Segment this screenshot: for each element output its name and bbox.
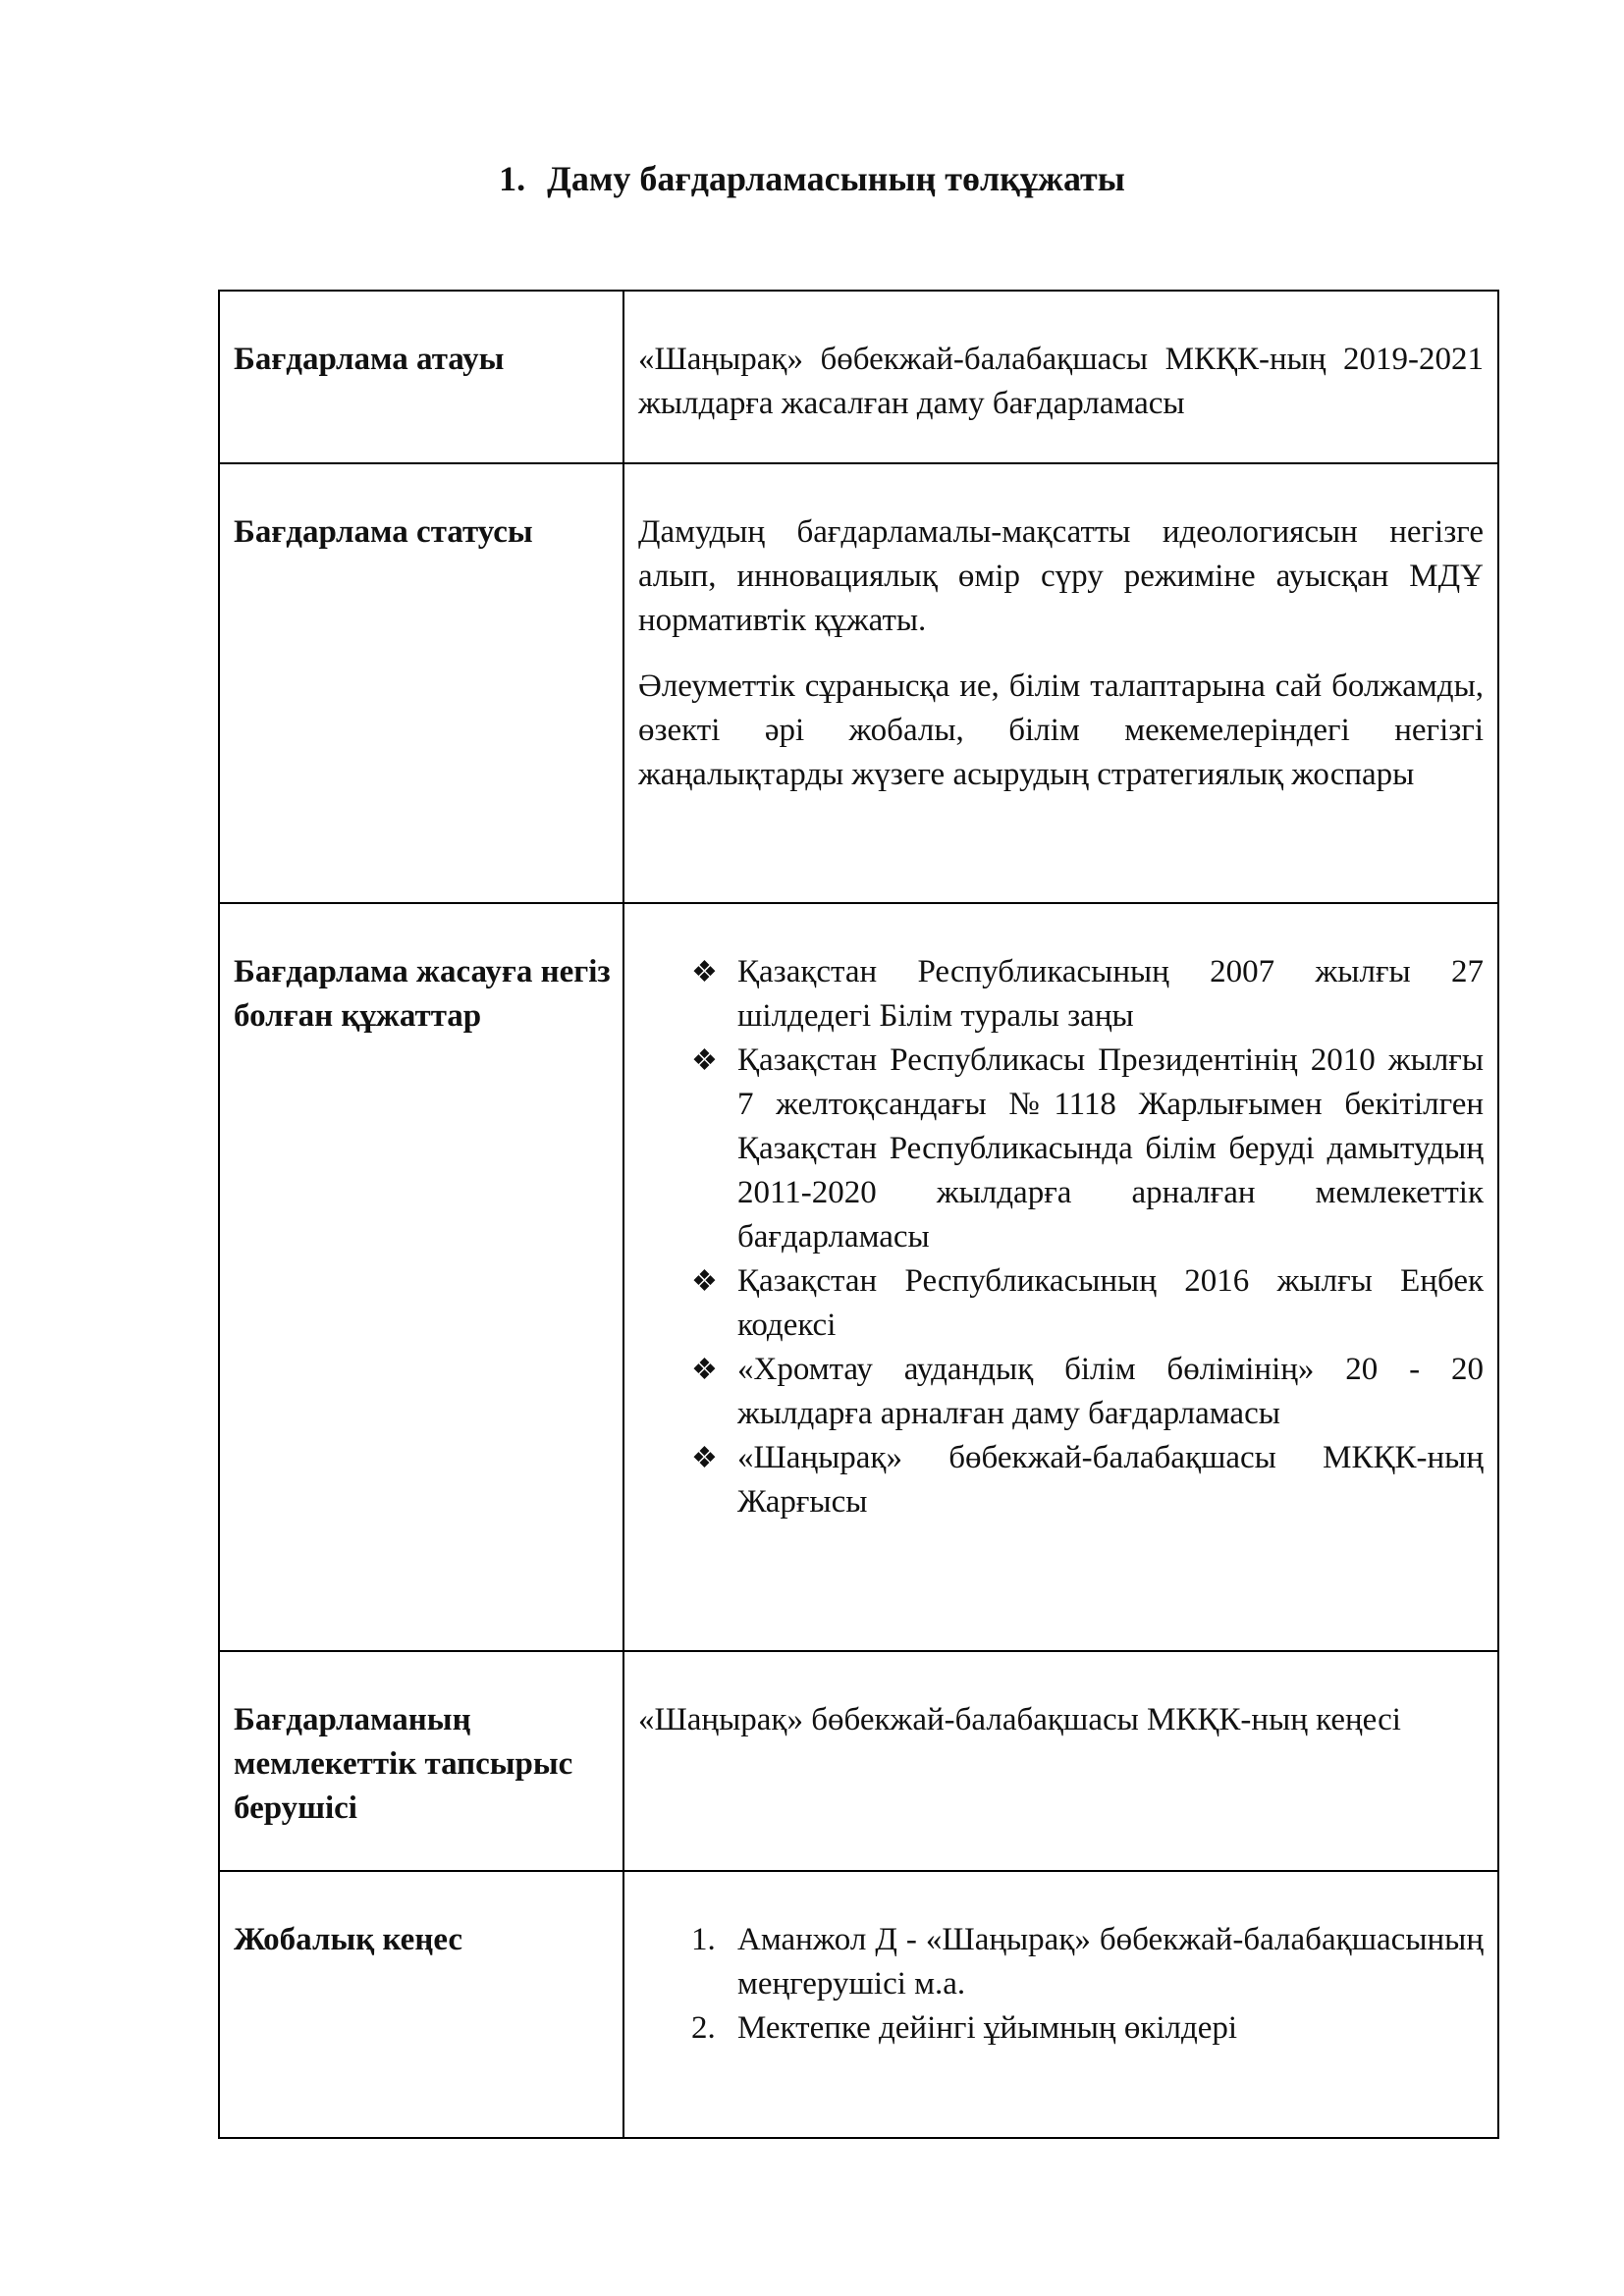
table-row: [219, 463, 1498, 903]
list-number: 2.: [691, 2010, 716, 2046]
list-item-text: Мектепке дейінгі ұйымның өкілдері: [737, 2010, 1238, 2046]
documents-list: [624, 904, 1497, 1524]
list-item: [624, 1436, 1484, 1524]
list-item-text: «Шаңырақ» бөбекжай-балабақшасы МКҚК-ның Жарғысы: [737, 1440, 1484, 1520]
row-label: Бағдарлама статусы: [234, 514, 533, 550]
list-item-text: Қазақстан Республикасының 2007 жылғы 27 шілдедегі Білім туралы заңы: [737, 954, 1484, 1034]
status-paragraph: Дамудың бағдарламалы-мақсатты идеологиясын негізге алып, инновациялық өмір сүру режиміне ауысқан МДҰ нормативтік құжаты.: [638, 514, 1484, 638]
list-item-text: Аманжол Д - «Шаңырақ» бөбекжай-балабақшасының меңгерушісі м.а.: [737, 1922, 1484, 2002]
list-item-text: Қазақстан Республикасы Президентінің 2010 жылғы 7 желтоқсандағы №1118 Жарлығымен бекітілген Қазақстан Республикасында білім беруді дамытудың 2011-2020 жылдарға арналған мемлекеттік бағдарламасы: [737, 1042, 1484, 1255]
table-row: [219, 1651, 1498, 1871]
row-label: Бағдарлама атауы: [234, 342, 505, 377]
list-item: [624, 2006, 1484, 2051]
list-item-text: «Хромтау аудандық білім бөлімінің» 20 - 20 жылдарға арналған даму бағдарламасы: [737, 1352, 1484, 1431]
row-value-cell: [623, 291, 1498, 463]
table-row: [219, 903, 1498, 1651]
program-passport-table: [218, 290, 1499, 2139]
table-row: [219, 291, 1498, 463]
row-label-cell: [219, 291, 623, 463]
row-value-cell: [623, 463, 1498, 903]
row-label-cell: [219, 1871, 623, 2138]
row-value: «Шаңырақ» бөбекжай-балабақшасы МКҚК-ның кеңесі: [638, 1702, 1401, 1737]
title-number: 1.: [499, 159, 526, 198]
row-value-cell: [623, 1651, 1498, 1871]
list-item: [624, 1259, 1484, 1348]
page-title: [0, 157, 1624, 200]
row-label: Бағдарламаның мемлекеттік тапсырыс берушісі: [234, 1702, 573, 1826]
row-value: [624, 464, 1497, 797]
row-label-cell: [219, 903, 623, 1651]
list-item: [624, 1039, 1484, 1259]
list-item: [624, 950, 1484, 1039]
table-row: [219, 1871, 1498, 2138]
list-item-text: Қазақстан Республикасының 2016 жылғы Еңбек кодексі: [737, 1263, 1484, 1343]
diamond-dots-icon: ❖: [691, 1442, 718, 1474]
council-list: [624, 1872, 1497, 2051]
row-value: «Шаңырақ» бөбекжай-балабақшасы МКҚК-ның 2019-2021 жылдарға жасалған даму бағдарламасы: [638, 342, 1484, 421]
row-label-cell: [219, 463, 623, 903]
row-label: Бағдарлама жасауға негіз болған құжаттар: [234, 954, 611, 1034]
diamond-dots-icon: ❖: [691, 1354, 718, 1386]
diamond-dots-icon: ❖: [691, 956, 718, 988]
diamond-dots-icon: ❖: [691, 1265, 718, 1298]
status-paragraph: Әлеуметтік сұранысқа ие, білім талаптарына сай болжамды, өзекті әрі жобалы, білім мекемелеріндегі негізгі жаңалықтарды жүзеге асырудың стратегиялық жоспары: [638, 668, 1484, 792]
list-item: [624, 1918, 1484, 2006]
row-value-cell: [623, 903, 1498, 1651]
list-item: [624, 1348, 1484, 1436]
row-label: Жобалық кеңес: [234, 1922, 463, 1957]
title-text: Даму бағдарламасының төлқұжаты: [547, 159, 1125, 198]
list-number: 1.: [691, 1922, 716, 1957]
row-value-cell: [623, 1871, 1498, 2138]
row-label-cell: [219, 1651, 623, 1871]
diamond-dots-icon: ❖: [691, 1044, 718, 1077]
